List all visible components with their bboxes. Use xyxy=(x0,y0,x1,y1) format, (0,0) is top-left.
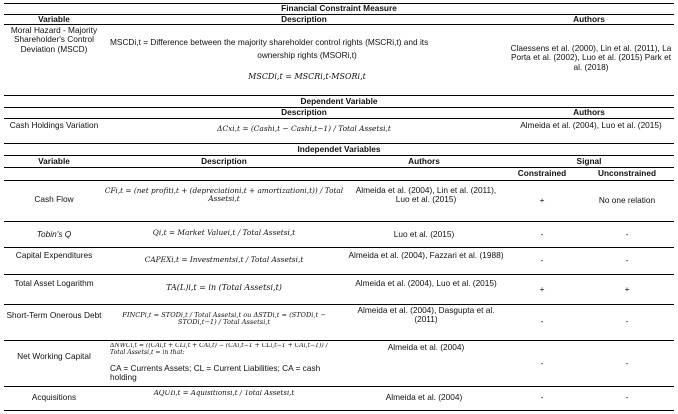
table-rule xyxy=(4,155,674,156)
tobins-q-unconstrained: - xyxy=(625,230,629,239)
short-term-debt-authors: Almeida et al. (2004), Dasgupta et al. (2011) xyxy=(357,306,495,325)
tobins-q-formula: Qi,t = Market Valuei,t / Total Assetsi,t xyxy=(152,229,296,237)
nwc-formula: ΔNWCi,t = ((CAi,t + CLi,t + CAi,t) − (CAi,t−1 + CLi,t−1 + CAi,t−1)) / Total Assetsi,t = in that: xyxy=(110,343,328,356)
table-rule xyxy=(4,410,674,411)
cash-flow-constrained: + xyxy=(539,196,545,205)
mscd-formula: MSCDi,t = MSCRi,t-MSORi,t xyxy=(248,73,366,81)
cash-holdings-formula: ΔCxi,t = (Cashi,t − Cashi,t−1) / Total Assetsi,t xyxy=(217,125,391,133)
tobins-q-authors: Luo et al. (2015) xyxy=(393,230,455,239)
variable-short-term-onerous-debt: Short-Term Onerous Debt xyxy=(6,311,102,320)
cash-flow-authors: Almeida et al. (2004), Lin et al. (2011), Luo et al. (2015) xyxy=(355,186,497,205)
variable-acquisitions: Acquisitions xyxy=(31,393,77,402)
table-rule xyxy=(4,386,674,387)
total-asset-log-formula: TA(L)i,t = ln (Total Assetsi,t) xyxy=(166,284,282,292)
mscd-description-line2: ownership rights (MSORi,t) xyxy=(257,51,357,60)
column-header-description: Description xyxy=(281,15,327,24)
table-rule xyxy=(4,340,674,341)
capex-constrained: - xyxy=(540,256,544,265)
table-rule xyxy=(4,247,674,248)
independent-header-variable: Variable xyxy=(38,157,70,166)
short-term-debt-constrained: - xyxy=(540,317,544,326)
independent-header-unconstrained: Unconstrained xyxy=(597,169,657,178)
dependent-header-description: Description xyxy=(281,108,327,117)
independent-header-signal: Signal xyxy=(576,157,602,166)
nwc-constrained: - xyxy=(540,359,544,368)
dependent-section-title: Dependent Variable xyxy=(300,97,378,106)
variable-cash-holdings: Cash Holdings Variation xyxy=(9,121,99,130)
table-rule xyxy=(4,221,674,222)
capex-authors: Almeida et al. (2004), Fazzari et al. (1988) xyxy=(348,251,504,260)
variable-total-asset-logarithm: Total Asset Logarithm xyxy=(14,279,94,288)
acquisitions-unconstrained: - xyxy=(625,393,629,402)
capex-formula: CAPEXi,t = Investmentsi,t / Total Assetsi,t xyxy=(144,256,304,264)
nwc-unconstrained: - xyxy=(625,359,629,368)
total-asset-log-authors: Almeida et al. (2004), Luo et al. (2015) xyxy=(355,279,497,288)
independent-header-description: Description xyxy=(201,157,247,166)
table-rule xyxy=(4,118,674,119)
column-header-authors: Authors xyxy=(573,15,605,24)
variable-net-working-capital: Net Working Capital xyxy=(17,352,91,361)
acquisitions-authors: Almeida et al. (2004) xyxy=(385,393,463,402)
nwc-authors: Almeida et al. (2004) xyxy=(387,343,465,352)
table-rule xyxy=(4,24,674,25)
total-asset-log-constrained: + xyxy=(539,285,545,294)
table-rule xyxy=(4,143,674,144)
variable-mscd: Moral Hazard - Majority Shareholder's Control Deviation (MSCD) xyxy=(10,26,98,54)
acquisitions-formula: AQUIi,t = Aquisitionsi,t / Total Assetsi,t xyxy=(153,390,295,397)
total-asset-log-unconstrained: + xyxy=(624,285,630,294)
cash-flow-unconstrained: No one relation xyxy=(598,196,656,205)
table-rule xyxy=(4,95,674,96)
independent-header-constrained: Constrained xyxy=(517,169,567,178)
column-header-variable: Variable xyxy=(38,15,70,24)
table-title: Financial Constraint Measure xyxy=(281,4,397,13)
short-term-debt-unconstrained: - xyxy=(625,317,629,326)
mscd-authors: Claessens et al. (2000), Lin et al. (2011), La Porta et al. (2002), Luo et al. (2015) Park et al. (2018) xyxy=(510,44,672,72)
tobins-q-constrained: - xyxy=(540,230,544,239)
independent-header-authors: Authors xyxy=(408,157,440,166)
mscd-description-line1: MSCDi,t = Difference between the majority shareholder control rights (MSCRi,t) and its xyxy=(110,38,429,47)
table-rule xyxy=(4,167,674,168)
dependent-header-authors: Authors xyxy=(573,108,605,117)
nwc-formula-note: CA = Currents Assets; CL = Current Liabilities; CA = cash holding xyxy=(110,364,321,383)
cash-holdings-authors: Almeida et al. (2004), Luo et al. (2015) xyxy=(520,121,662,130)
table-rule xyxy=(4,180,674,181)
acquisitions-constrained: - xyxy=(540,393,544,402)
short-term-debt-formula: FINCPi,t = STODi,t / Total Assetsi,t ou ΔSTDi,t = (STODi,t − STODi,t−1) / Total Assetsi,t xyxy=(122,312,326,327)
independent-section-title: Independet Variables xyxy=(297,145,381,154)
variable-tobins-q: Tobin's Q xyxy=(36,230,72,239)
variable-capital-expenditures: Capital Expenditures xyxy=(15,251,93,260)
table-rule xyxy=(4,304,674,305)
variable-cash-flow: Cash Flow xyxy=(34,195,74,204)
cash-flow-formula: CFi,t = (net profiti,t + (depreciationi,t + amortizationi,t)) / Total Assetsi,t xyxy=(104,187,344,204)
capex-unconstrained: - xyxy=(625,256,629,265)
table-rule xyxy=(4,274,674,275)
